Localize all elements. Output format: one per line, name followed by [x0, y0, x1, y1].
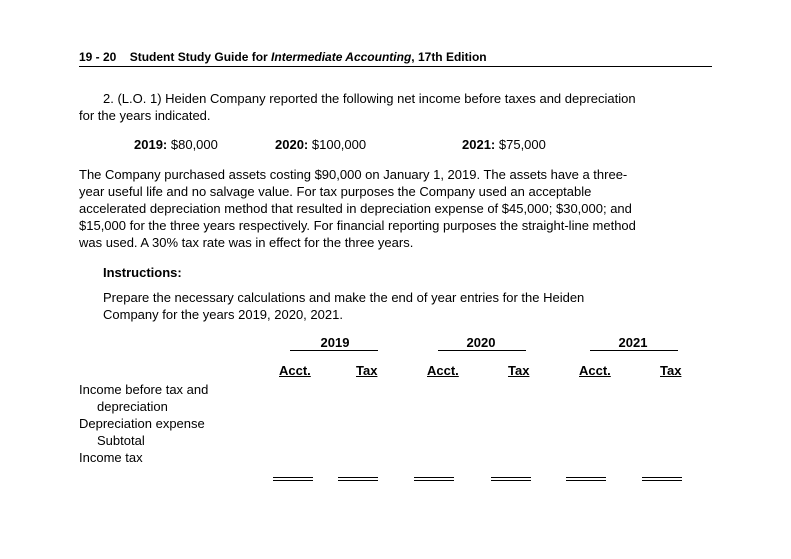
- year-label: 2021:: [462, 137, 496, 152]
- row-label-depreciation: depreciation: [97, 399, 168, 414]
- problem-intro-line1: 2. (L.O. 1) Heiden Company reported the following net income before taxes and depreciation: [103, 91, 636, 106]
- row-label-income-before-tax: Income before tax and: [79, 382, 209, 397]
- col-tax-2021: Tax: [660, 363, 682, 378]
- year-underline: [590, 350, 678, 351]
- year-label: 2019:: [134, 137, 168, 152]
- body-line-4: $15,000 for the three years respectively. For financial reporting purposes the straight-line method: [79, 218, 636, 233]
- double-underline: [414, 477, 454, 481]
- col-tax-2020: Tax: [508, 363, 530, 378]
- year-value: $80,000: [170, 137, 218, 152]
- row-label-subtotal: Subtotal: [97, 433, 145, 448]
- col-tax-2019: Tax: [356, 363, 378, 378]
- double-underline: [491, 477, 531, 481]
- instructions-title: Instructions:: [103, 265, 182, 280]
- year-2019-income: [134, 137, 218, 152]
- double-underline: [566, 477, 606, 481]
- page-ref: 19 - 20: [79, 50, 117, 64]
- book-edition: , 17th Edition: [411, 50, 487, 64]
- book-title: Intermediate Accounting: [271, 50, 412, 64]
- table-year-2020: 2020: [466, 335, 496, 350]
- col-acct-2019: Acct.: [279, 363, 311, 378]
- year-value: $75,000: [498, 137, 546, 152]
- book-prefix: Student Study Guide for: [129, 50, 268, 64]
- body-line-1: The Company purchased assets costing $90,000 on January 1, 2019. The assets have a three-: [79, 167, 628, 182]
- double-underline: [338, 477, 378, 481]
- instructions-line-1: Prepare the necessary calculations and make the end of year entries for the Heiden: [103, 290, 585, 305]
- instructions-line-2: Company for the years 2019, 2020, 2021.: [103, 307, 343, 322]
- year-underline: [290, 350, 378, 351]
- year-label: 2020:: [275, 137, 309, 152]
- body-line-3: accelerated depreciation method that resulted in depreciation expense of $45,000; $30,000; and: [79, 201, 632, 216]
- year-underline: [438, 350, 526, 351]
- double-underline: [273, 477, 313, 481]
- col-acct-2021: Acct.: [579, 363, 611, 378]
- double-underline: [642, 477, 682, 481]
- year-2020-income: [275, 137, 366, 152]
- table-year-2021: 2021: [618, 335, 648, 350]
- body-line-5: was used. A 30% tax rate was in effect for the three years.: [79, 235, 414, 250]
- row-label-depreciation-expense: Depreciation expense: [79, 416, 205, 431]
- year-2021-income: [462, 137, 546, 152]
- page-header: [79, 50, 487, 64]
- body-line-2: year useful life and no salvage value. For tax purposes the Company used an acceptable: [79, 184, 592, 199]
- problem-intro-line2: for the years indicated.: [79, 108, 211, 123]
- col-acct-2020: Acct.: [427, 363, 459, 378]
- header-rule: [79, 66, 712, 67]
- row-label-income-tax: Income tax: [79, 450, 143, 465]
- table-year-2019: 2019: [320, 335, 350, 350]
- year-value: $100,000: [311, 137, 367, 152]
